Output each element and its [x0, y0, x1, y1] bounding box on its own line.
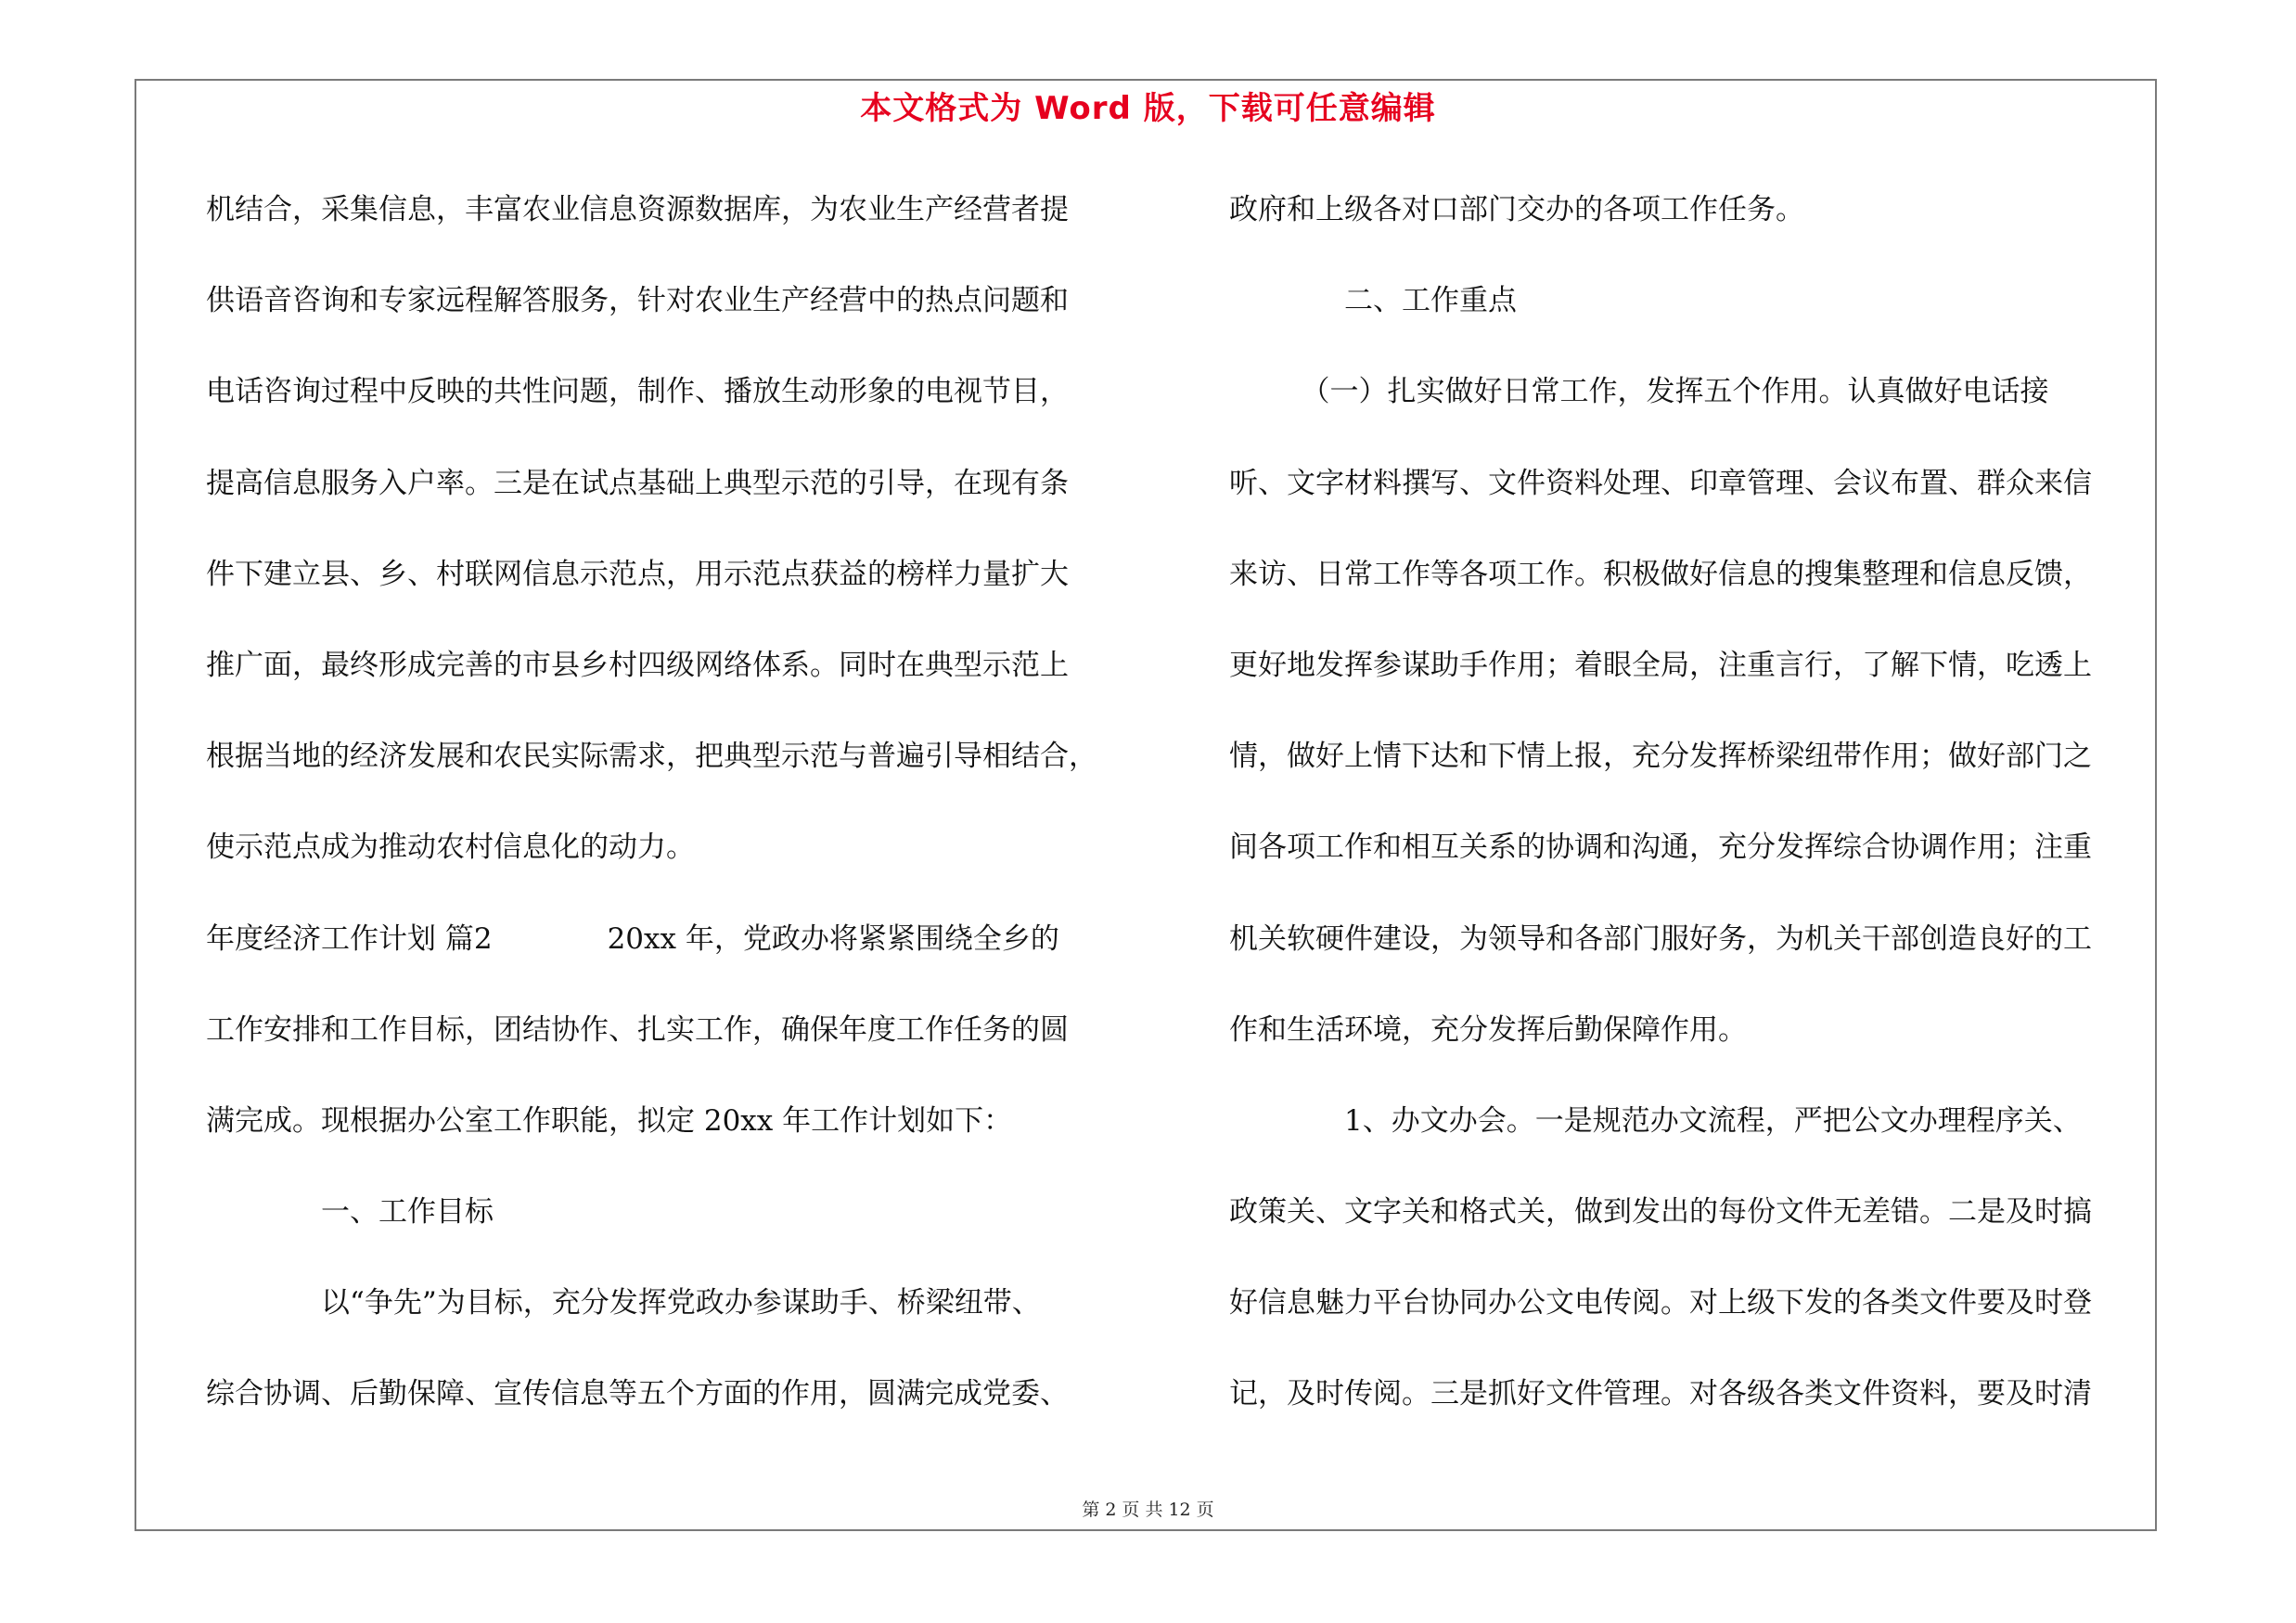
text-line: 年度经济工作计划 篇2 20xx 年，党政办将紧紧围绕全乡的 — [206, 921, 1059, 956]
total-pages: 12 — [1168, 1500, 1191, 1520]
page-number — [0, 1496, 2296, 1521]
text-line: 记，及时传阅。三是抓好文件管理。对各级各类文件资料，要及时清 — [1229, 1377, 2092, 1411]
text-line: 工作安排和工作目标，团结协作、扎实工作，确保年度工作任务的圆 — [206, 1012, 1069, 1047]
current-page: 2 — [1105, 1500, 1117, 1520]
text-line: 情，做好上情下达和下情上报，充分发挥桥梁纽带作用；做好部门之 — [1229, 740, 2092, 774]
section-heading: 一、工作目标 — [206, 1195, 494, 1230]
text-line: 更好地发挥参谋助手作用；着眼全局，注重言行，了解下情，吃透上 — [1229, 648, 2092, 682]
page-suffix: 页 — [1196, 1500, 1214, 1520]
text-line: 使示范点成为推动农村信息化的动力。 — [206, 831, 695, 865]
text-line: 电话咨询过程中反映的共性问题，制作、播放生动形象的电视节目， — [206, 375, 1069, 409]
text-line: 件下建立县、乡、村联网信息示范点，用示范点获益的榜样力量扩大 — [206, 557, 1069, 591]
text-line: 满完成。现根据办公室工作职能，拟定 20xx 年工作计划如下： — [206, 1103, 1013, 1138]
text-line: 提高信息服务入户率。三是在试点基础上典型示范的引导，在现有条 — [206, 466, 1069, 500]
format-banner: 本文格式为 Word 版，下载可任意编辑 — [860, 90, 1436, 127]
left-column — [206, 181, 1152, 1457]
text-line: 听、文字材料撰写、文件资料处理、印章管理、会议布置、群众来信 — [1229, 466, 2092, 500]
text-line: 综合协调、后勤保障、宣传信息等五个方面的作用，圆满完成党委、 — [206, 1377, 1069, 1411]
text-line: （一）扎实做好日常工作，发挥五个作用。认真做好电话接 — [1229, 375, 2049, 409]
text-line: 根据当地的经济发展和农民实际需求，把典型示范与普遍引导相结合， — [206, 740, 1097, 774]
text-line: 来访、日常工作等各项工作。积极做好信息的搜集整理和信息反馈， — [1229, 557, 2092, 591]
text-line: 政府和上级各对口部门交办的各项工作任务。 — [1229, 193, 1804, 226]
text-line: 供语音咨询和专家远程解答服务，针对农业生产经营中的热点问题和 — [206, 284, 1069, 318]
text-line: 机关软硬件建设，为领导和各部门服好务，为机关干部创造良好的工 — [1229, 921, 2092, 956]
text-line: 1、办文办会。一是规范办文流程，严把公文办理程序关、 — [1229, 1103, 2082, 1138]
section-heading: 二、工作重点 — [1229, 284, 1517, 318]
right-column — [1229, 181, 2166, 1457]
page-prefix: 第 — [1082, 1500, 1100, 1520]
text-line: 间各项工作和相互关系的协调和沟通，充分发挥综合协调作用；注重 — [1229, 831, 2092, 865]
text-line: 作和生活环境，充分发挥后勤保障作用。 — [1229, 1012, 1747, 1047]
page-middle: 页 共 — [1122, 1500, 1163, 1520]
text-line: 好信息魅力平台协同办公文电传阅。对上级下发的各类文件要及时登 — [1229, 1286, 2092, 1320]
text-line: 政策关、文字关和格式关，做到发出的每份文件无差错。二是及时搞 — [1229, 1195, 2092, 1230]
text-line: 推广面，最终形成完善的市县乡村四级网络体系。同时在典型示范上 — [206, 648, 1069, 682]
text-line: 以“争先”为目标，充分发挥党政办参谋助手、桥梁纽带、 — [206, 1286, 1041, 1320]
text-line: 机结合，采集信息，丰富农业信息资源数据库，为农业生产经营者提 — [206, 193, 1069, 226]
